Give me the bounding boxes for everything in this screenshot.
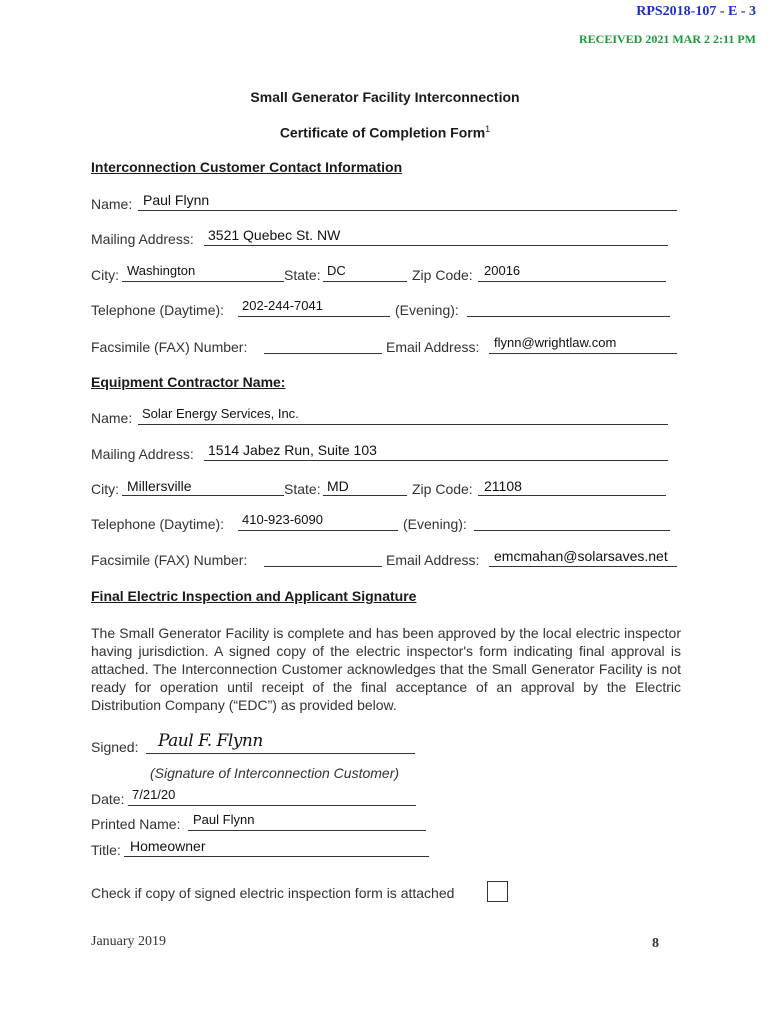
customer-email-line bbox=[489, 353, 677, 354]
contractor-zip-value[interactable]: 21108 bbox=[484, 478, 522, 494]
customer-name-line bbox=[138, 210, 677, 211]
customer-address-label: Mailing Address: bbox=[91, 231, 194, 247]
signed-label: Signed: bbox=[91, 739, 139, 755]
contractor-address-line bbox=[204, 460, 668, 461]
inspection-section-title: Final Electric Inspection and Applicant Signature bbox=[91, 588, 417, 604]
contractor-phone-value[interactable]: 410-923-6090 bbox=[242, 512, 323, 527]
received-stamp: RECEIVED 2021 MAR 2 2:11 PM bbox=[579, 32, 756, 46]
title-value[interactable]: Homeowner bbox=[130, 838, 206, 854]
contractor-city-label: City: bbox=[91, 481, 119, 497]
customer-city-value[interactable]: Washington bbox=[127, 263, 196, 278]
date-value[interactable]: 7/21/20 bbox=[132, 787, 176, 802]
customer-email-label: Email Address: bbox=[386, 339, 480, 355]
contractor-phone-line bbox=[238, 530, 398, 531]
customer-address-value[interactable]: 3521 Quebec St. NW bbox=[208, 227, 341, 243]
contractor-evening-line[interactable] bbox=[474, 530, 670, 531]
contractor-zip-label: Zip Code: bbox=[412, 481, 473, 497]
contractor-name-line bbox=[138, 424, 668, 425]
contractor-zip-line bbox=[478, 495, 666, 496]
customer-phone-line bbox=[238, 316, 390, 317]
contractor-state-value[interactable]: MD bbox=[327, 478, 349, 494]
contractor-email-line bbox=[489, 566, 677, 567]
contractor-fax-label: Facsimile (FAX) Number: bbox=[91, 552, 248, 568]
contractor-evening-label: (Evening): bbox=[403, 516, 467, 532]
customer-email-value[interactable]: flynn@wrightlaw.com bbox=[494, 335, 617, 350]
title-line bbox=[124, 856, 429, 857]
customer-city-label: City: bbox=[91, 267, 119, 283]
date-label: Date: bbox=[91, 791, 125, 807]
footer-date: January 2019 bbox=[91, 934, 167, 949]
printed-name-line bbox=[188, 830, 426, 831]
signature-caption: (Signature of Interconnection Customer) bbox=[150, 765, 400, 781]
customer-evening-label: (Evening): bbox=[395, 302, 459, 318]
footnote-mark: 1 bbox=[485, 124, 491, 134]
printed-name-label: Printed Name: bbox=[91, 816, 181, 832]
inspection-paragraph: The Small Generator Facility is complete and has been approved by the local electric inspector having jurisdiction. A signed copy of the electric inspector's form indicating final approval is attached. The Interconnection Customer acknowledges that the Small Generator Facility is not ready for operation until receipt of the final acceptance of an approval by the Electric Distribution Company (“EDC”) as provided below. bbox=[91, 625, 681, 713]
contractor-state-label: State: bbox=[284, 481, 321, 497]
customer-name-label: Name: bbox=[91, 196, 133, 212]
contractor-state-line bbox=[323, 495, 407, 496]
contractor-address-value[interactable]: 1514 Jabez Run, Suite 103 bbox=[208, 442, 377, 458]
signature[interactable]: Paul F. Flynn bbox=[158, 731, 263, 751]
form-subtitle bbox=[0, 124, 770, 141]
contractor-fax-line[interactable] bbox=[264, 566, 382, 567]
contractor-address-label: Mailing Address: bbox=[91, 446, 194, 462]
customer-city-line bbox=[122, 281, 284, 282]
customer-name-value[interactable]: Paul Flynn bbox=[143, 192, 210, 208]
customer-state-label: State: bbox=[284, 267, 321, 283]
contractor-section-title: Equipment Contractor Name: bbox=[91, 374, 286, 390]
customer-state-value[interactable]: DC bbox=[327, 263, 346, 278]
customer-phone-value[interactable]: 202-244-7041 bbox=[242, 298, 323, 313]
customer-section-title: Interconnection Customer Contact Information bbox=[91, 159, 403, 175]
contractor-name-value[interactable]: Solar Energy Services, Inc. bbox=[142, 406, 299, 421]
page-number: 8 bbox=[652, 936, 659, 951]
customer-phone-label: Telephone (Daytime): bbox=[91, 302, 225, 318]
contractor-city-line bbox=[122, 495, 284, 496]
customer-zip-line bbox=[478, 281, 666, 282]
customer-state-line bbox=[323, 281, 407, 282]
printed-name-value[interactable]: Paul Flynn bbox=[193, 812, 255, 827]
customer-fax-line[interactable] bbox=[264, 353, 382, 354]
contractor-name-label: Name: bbox=[91, 410, 133, 426]
title-label: Title: bbox=[91, 842, 121, 858]
contractor-email-value[interactable]: emcmahan@solarsaves.net bbox=[494, 548, 668, 564]
inspection-attached-checkbox[interactable] bbox=[487, 881, 508, 902]
customer-fax-label: Facsimile (FAX) Number: bbox=[91, 339, 248, 355]
customer-zip-value[interactable]: 20016 bbox=[484, 263, 521, 278]
form-title: Small Generator Facility Interconnection bbox=[250, 89, 520, 105]
contractor-city-value[interactable]: Millersville bbox=[127, 478, 192, 494]
customer-zip-label: Zip Code: bbox=[412, 267, 473, 283]
contractor-email-label: Email Address: bbox=[386, 552, 480, 568]
docket-stamp: RPS2018-107 - E - 3 bbox=[636, 4, 756, 19]
signature-line bbox=[146, 753, 415, 754]
form-subtitle-text: Certificate of Completion Form bbox=[279, 124, 486, 141]
date-line bbox=[128, 805, 416, 806]
customer-address-line bbox=[204, 245, 668, 246]
customer-evening-line[interactable] bbox=[467, 316, 670, 317]
contractor-phone-label: Telephone (Daytime): bbox=[91, 516, 225, 532]
checkbox-label: Check if copy of signed electric inspection form is attached bbox=[91, 885, 455, 901]
